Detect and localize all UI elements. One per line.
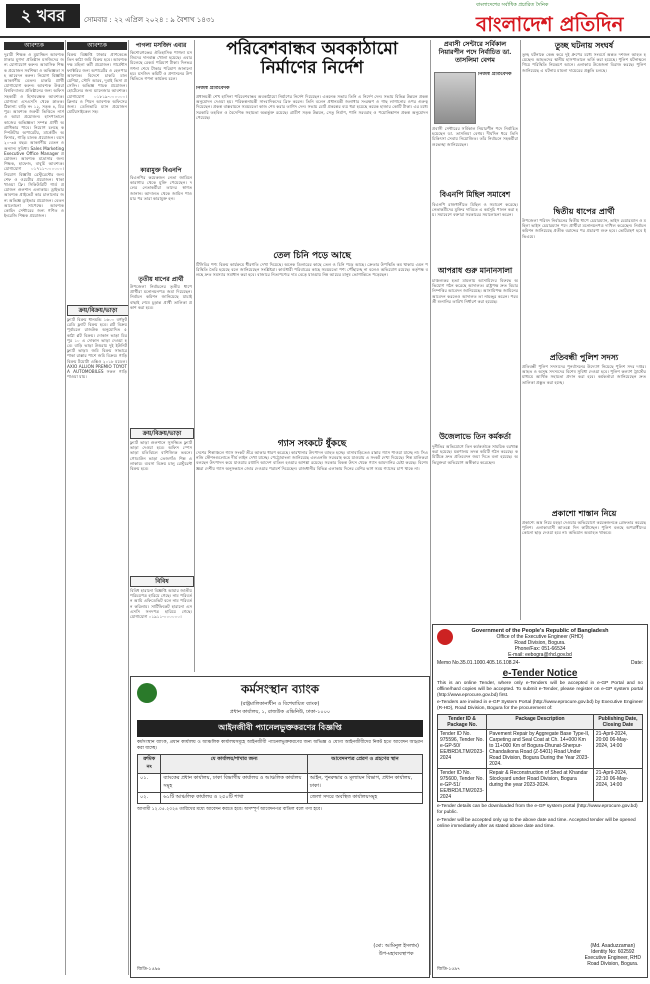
- logo-tagline: বাংলাদেশের সর্বাধিক প্রচারিত দৈনিক: [476, 2, 549, 8]
- article-oil-body: টিসিবির পণ্য বিক্রয় কার্যক্রমে ধীরগতি দেখা দিয়েছে। অনেক ডিলারের কাছে তেল ও চিনি পড়ে আছে। ক্রেতার উপস্থিতি কম থাকায় এমন পরিস্থিতি তৈরি হয়েছে বলে জানিয়েছেন সংশ্লিষ্টরা। কার্ডধারী পরিবারের কাছে সময়মতো পণ্য পৌঁছাচ্ছে না বলেও অভিযোগ রয়েছে। কর্তৃপক্ষ বলছে দ্রুত সমস্যার সমাধান করা হবে। বাজারে নিত্যপণ্যের দাম বেড়ে যাওয়ায় নিম্ন আয়ের মানুষ ভোগান্তিতে পড়েছেন।: [196, 262, 428, 278]
- bank-address: প্রধান কার্যালয়, ১, রাজউক এভিনিউ, ঢাকা-১০০০: [229, 709, 331, 715]
- main-headline: পরিবেশবান্ধব অবকাঠামো নির্মাণের নির্দেশ: [226, 39, 398, 78]
- tender-phone: Phone/Fax: 051-66534: [514, 646, 566, 652]
- right-article-3-headline: প্রতিবন্ধী পুলিশ সদস্য: [549, 352, 619, 362]
- profile-byline: নিজস্ব প্রতিবেদক: [478, 72, 512, 77]
- article-officials-headline: উজেলাভে তিন কর্মকর্তা: [439, 432, 511, 441]
- issue-date: সোমবার : ২২ এপ্রিল ২০২৪ : ৯ বৈশাখ ১৪৩১: [84, 16, 215, 24]
- table-row: ০২. ৬১টি আঞ্চলিক কার্যালয় ও ২৫০টি শাখা জেলা সদরে অবস্থিত কার্যালয়সমূহ: [138, 793, 423, 804]
- tender-gov: Government of the People's Republic of Bangladesh: [471, 628, 609, 634]
- profile-headline: প্রবাসী সেন্টারে সর্বিকাল নিয়ারপীন পদে নির্বাচিত ডা. তাসলিমা বেগম: [438, 40, 512, 64]
- tender-ref: জিডি-১৫৯৭: [437, 966, 461, 971]
- bank-table: [137, 754, 423, 804]
- tender-note-2: e-Tender will be accepted only up to the above date and time. Accepted tender will be opened online immediately after as stated above date and time.: [437, 818, 636, 829]
- tender-division: Road Division, Bogura.: [514, 640, 566, 646]
- table-row: Tender ID No. 975600, Tender No. e-GP-51/ EE/BRD/LTM/2023-2024 Repair & Reconstruction of Shed at Khandar Stockyard under Road Division, Bogura during the year 2023-2024. 21-April-2024, 22:10 06-May-2024, 14:00: [438, 769, 643, 802]
- bank-title: কর্মসংস্থান ব্যাংক: [240, 682, 320, 696]
- misc-column: বিবিধ হারানো বিজ্ঞপ্তি আমার জাতীয় পরিচয়পত্র হারিয়ে গেছে। নাম পরিবর্তন আমি এফিডেভিট বলে নাম পরিবর্তন করিলাম। সার্টিফিকেট হারানো এসএসসি সনদপত্র হারিয়ে গেছে। যোগাযোগ ০১৯১১-০০০০০০।: [130, 588, 192, 620]
- column-divider: [430, 40, 431, 975]
- tender-body: This is an online Tender, where only e-Tenders will be accepted in e-GP Portal and no offline/hard copies will be accepted. To submit e-Tender, please register on e-GP system portal (http://www.eprocure.gov.bd) first.: [437, 681, 643, 698]
- bank-notice-title: আইনজীবী প্যানেলভুক্তকরণের বিজ্ঞপ্তি: [137, 720, 423, 737]
- page-header: [0, 0, 650, 38]
- main-byline: নিজস্ব প্রতিবেদক: [196, 86, 230, 91]
- right-article-1-headline: তুচ্ছ ঘটনায় সংঘর্ষ: [554, 40, 614, 50]
- newspaper-logo: বাংলাদেশ প্রতিদিন: [476, 12, 624, 36]
- article-mosque-title: পাগলা মসজিদ এবার: [135, 42, 187, 49]
- tender-notice: [432, 624, 648, 978]
- tender-email: E-mail: eebogra@rhd.gov.bd: [508, 652, 572, 658]
- bank-ref: জিডি-১৫৯৬: [137, 967, 161, 972]
- article-court-headline: আপরাধ গুরু মানানসালা: [437, 266, 513, 275]
- bank-signature: (মো: আমিনুল ইসলাম) উপ-মহাব্যবস্থাপক: [373, 943, 419, 957]
- bank-intro: কর্মসংস্থান ব্যাংক, প্রধান কার্যালয় ও আঞ্চলিক কার্যালয়সমূহে আইনজীবী প্যানেলভুক্তকরণের জন্য অভিজ্ঞ ও যোগ্য আইনজীবীদের নিকট হতে আবেদন আহ্বান করা যাচ্ছে।: [137, 740, 423, 751]
- bank-subtitle: (রাষ্ট্রমালিকানাধীন ও বিশেষায়িত ব্যাংক): [240, 701, 320, 707]
- page-number: ২ খবর: [6, 4, 80, 28]
- classified-heading-2: আবশ্যক: [67, 42, 127, 50]
- column-divider: [128, 40, 129, 975]
- classified-column-1: দুরারী শিক্ষক ও মুয়াজ্জিন আবশ্যক ঢাকার মুগদা প্রতিষ্ঠান মসজিদের জন্য যোগাযোগ করুন। আবাসিক শিক্ষক প্রয়োজন সর্বশিক্ষা ও অভিজ্ঞতা সহ আবেদন করুন। নিয়োগ বিজ্ঞপ্তি আকর্ষণীয় বেতন। চাকরি প্রার্থী যোগাযোগ করুন। আবশ্যক উত্তরা বিশ্ববিদ্যালয় প্রতিষ্ঠানের জন্য অফিস সহকারী ও হিসাবরক্ষক আবশ্যক। যোগ্যতা এসএসসি থেকে স্নাতক। ঠিকানা: বাড়ি নং ১২, সড়ক ৪, মিরপুর। আবশ্যক জরুরী ভিত্তিতে নার্স ও আয়া প্রয়োজন। হাসপাতালে কাজের অভিজ্ঞতা সম্পন্ন প্রার্থী অগ্রাধিকার পাবে। নিয়োগ চলছে কম্পিউটার অপারেটর, মার্কেটিং অফিসার, গাড়ি চালক প্রয়োজন। বয়স ২০-৩৫ বছর। আকর্ষণীয় বেতন ও অন্যান্য সুবিধা। Sales Marketing Executive Office Manager প্রয়োজন। আবশ্যক মাদ্রাসার জন্য শিক্ষক, হাফেজ, বাবুর্চি আবশ্যক। যোগাযোগ ০১৭১১-০০০০০০। নিয়োগ বিজ্ঞপ্তি রেস্টুরেন্টের জন্য শেফ ও ওয়েটার প্রয়োজন। থাকা খাওয়া ফ্রি। সিকিউরিটি গার্ড প্রয়োজন গুলশান এলাকায়। ড্রাইভার আবশ্যক প্রাইভেট কার চালানোর জন্য অভিজ্ঞ ড্রাইভার প্রয়োজন। বেতন আলোচনা সাপেক্ষে। আবশ্যক কোচিং সেন্টারের জন্য গণিত ও ইংরেজি শিক্ষক প্রয়োজন।: [4, 52, 64, 219]
- article-third-phase-title: তৃতীয় ধাপের প্রার্থী: [138, 276, 184, 283]
- column-divider: [520, 40, 521, 620]
- column-divider: [65, 40, 66, 975]
- bank-table-header: ক্রমিক নং যে কার্যালয়/শাখার জন্য আবেদনপত্র প্রেরণ ও গ্রহণের স্থান: [138, 755, 423, 774]
- sale-heading-2: ক্রয়/বিক্রয়/ভাড়া: [130, 428, 194, 439]
- article-gas-headline: গ্যাস সংকটে ধুঁকছে: [277, 439, 347, 449]
- classified-column-2: বিক্রয় বিজ্ঞপ্তি ঢাকার প্রাণকেন্দ্রে তিন কাঠা জমি বিক্রয় হবে। আবশ্যক দক্ষ মহিলা কর্মী প্রয়োজন। গার্মেন্টস ফ্যাক্টরির জন্য অপারেটর ও হেলপার আবশ্যক। বিদেশে চাকরি মালয়েশিয়া, সৌদি আরব, দুবাই ভিসা প্রসেসিং। অভিজ্ঞ পাচক প্রয়োজন। হোটেলের জন্য ম্যানেজার আবশ্যক। যোগাযোগ ০১৮১৯-০০০০০০। ক্লিনার ও পিয়ন আবশ্যক অফিসের জন্য। ডেলিভারি ম্যান প্রয়োজন মোটরসাইকেল সহ।: [67, 52, 127, 115]
- bank-logo-icon: [137, 683, 157, 703]
- right-article-4-body: প্রকাশ্যে অস্ত্র নিয়ে মহড়া দেওয়ার অভিযোগে কয়েকজনকে গ্রেফতার করেছে পুলিশ। এলাকাবাসী আতঙ্কে দিন কাটাচ্ছেন। পুলিশ বলছে অপরাধীদের কোনো ছাড় দেওয়া হবে না। অভিযান অব্যাহত থাকবে।: [522, 520, 646, 536]
- profile-photo: [434, 72, 476, 124]
- tender-table-header: Tender ID & Package No. Package Description Publishing Date, Closing Date: [438, 715, 643, 730]
- gov-seal-icon: [437, 629, 453, 645]
- tender-note-1: e-Tender details can be downloaded from the e-GP system portal (http://www.eprocure.gov.bd) for public.: [437, 804, 638, 815]
- classified-heading-1: আবশ্যক: [4, 42, 64, 50]
- article-gas-body: দেশের শিল্পাঞ্চলে গ্যাস সংকট তীব্র আকার ধারণ করেছে। কারখানার উৎপাদন ব্যাহত হচ্ছে। বাসাবাড়িতেও রান্নার গ্যাস পাওয়া যাচ্ছে না। সিএনজি স্টেশনগুলোতে দীর্ঘ লাইন দেখা যাচ্ছে। পেট্রোবাংলা জানিয়েছে এলএনজি সরবরাহ কমে যাওয়ায় এ সংকট দেখা দিয়েছে। শিল্প মালিকরা বলছেন উৎপাদন কমে যাওয়ায় রপ্তানি আদেশ বাতিল হওয়ার আশঙ্কা রয়েছে। সরকার বিকল্প উৎস থেকে গ্যাস আমদানির চেষ্টা করছে। বিশেষজ্ঞরা দেশীয় গ্যাস অনুসন্ধানে জোর দেওয়ার পরামর্শ দিয়েছেন। রাজধানীর বিভিন্ন এলাকায় দিনের বেশির ভাগ সময় গ্যাসের চাপ থাকে না।: [196, 450, 428, 471]
- tender-memo: Memo No.35.01.1000.405.16.108.24-: [437, 660, 521, 666]
- main-body: প্রধানমন্ত্রী শেখ হাসিনা পরিবেশবান্ধব অবকাঠামো নির্মাণের নির্দেশ দিয়েছেন। একনেক সভায় তিনি এ নির্দেশ দেন। সভায় বিভিন্ন উন্নয়ন প্রকল্প অনুমোদন দেওয়া হয়। পরিকল্পনামন্ত্রী সাংবাদিকদের ব্রিফ করেন। তিনি বলেন প্রধানমন্ত্রী জলাধার সংরক্ষণ ও গাছ লাগানোর ওপর গুরুত্ব দিয়েছেন। প্রকল্প বাস্তবায়নে সময়মতো কাজ শেষ করার তাগিদ দেন। সভায় মোট প্রকল্পের ব্যয় ধরা হয়েছে কয়েক হাজার কোটি টাকা। এর মধ্যে সরকারি তহবিল ও বৈদেশিক সহায়তা অন্তর্ভুক্ত রয়েছে। গ্রামীণ সড়ক উন্নয়ন, সেতু নির্মাণ, পানি সরবরাহ ও পয়োনিষ্কাশন প্রকল্প অনুমোদন পেয়েছে।: [196, 94, 428, 120]
- tender-table: [437, 714, 643, 802]
- sale-heading: ক্রয়/বিক্রয়/ভাড়া: [67, 305, 129, 316]
- right-article-2-headline: দ্বিতীয় ধাপের প্রার্থী: [553, 206, 615, 216]
- table-row: ০১. ব্যাংকের প্রধান কার্যালয়, ঢাকা বিভাগীয় কার্যালয় ও আঞ্চলিক কার্যালয় সমূহ আইন, পুনরুদ্ধার ও মূল্যায়ন বিভাগ, প্রধান কার্যালয়, ঢাকা।: [138, 774, 423, 793]
- article-bnp-body: বিএনপি রাজধানীতে মিছিল ও সমাবেশ করেছে। নেতাকর্মীদের মুক্তির দাবিতে এ কর্মসূচি পালন করা হয়। সমাবেশে বক্তারা সরকারের সমালোচনা করেন।: [432, 202, 518, 218]
- article-bnp-headline: বিএনপি মিছিল সমাবেশ: [439, 190, 511, 199]
- tender-office: Office of the Executive Engineer (RHD): [496, 634, 584, 640]
- sale-column-2: ফ্ল্যাট ভাড়া গুলশানে সুসজ্জিত ফ্ল্যাট ভাড়া দেওয়া হবে। অফিস স্পেস ভাড়া মতিঝিলে বাণিজ্যিক ভবনে। গোডাউন ভাড়া তেজগাঁও শিল্প এলাকায়। ব্যবসা বিক্রয় চালু রেস্টুরেন্ট বিক্রয় হবে।: [130, 440, 192, 472]
- article-oil-headline: তেল চিনি পড়ে আছে: [273, 251, 351, 261]
- right-article-3-body: প্রতিবন্ধী পুলিশ সদস্যদের পুনর্বাসনের উদ্যোগ নিয়েছে পুলিশ সদর দপ্তর। আহত ও অসুস্থ সদস্যদের বিশেষ সুবিধা দেওয়া হবে। পুলিশ কল্যাণ ট্রাস্টের মাধ্যমে আর্থিক সহায়তা প্রদান করা হবে। কর্মকর্তারা জানিয়েছেন দ্রুত তালিকা প্রস্তুত করা হচ্ছে।: [522, 364, 646, 385]
- tender-title: e-Tender Notice: [502, 668, 578, 679]
- tender-date-label: Date:: [631, 660, 643, 666]
- table-row: Tender ID No. 975596, Tender No. e-GP-50/ EE/BRD/LTM/2023-2024 Pavement Repair by Aggregate Base Type-II, Carpeting and Seal Coat at Ch. 14+000 Km to 11+000 Km of Bogura-Dhunat-Sherpur-Chandaikona Road (Z-5401) Road Under Road Division, Bogura During the Year 2023-2024. 21-April-2024, 20:00 06-May-2024, 14:00: [438, 730, 643, 769]
- right-article-4-headline: প্রকাশো শাস্তান নিয়ে: [551, 508, 617, 518]
- article-mosque-body: কিশোরগঞ্জের ঐতিহাসিক পাগলা মসজিদের দানবাক্স খোলা হয়েছে। এবার মিলেছে রেকর্ড পরিমাণ টাকা। দিনভর গণনা শেষে টাকার পরিমাণ জানানো হয়। মসজিদ কমিটি ও প্রশাসনের উপস্থিতিতে গণনা কার্যক্রম চলে।: [130, 50, 192, 82]
- tender-signature: (Md. Asaduzzaman) Identity No: 602592 Executive Engineer, RHD Road Division, Bogura.: [584, 943, 641, 967]
- profile-body: প্রবাসী সেন্টারের সর্বিকাল নিয়ারপীন পদে নির্বাচিত হয়েছেন ডা. তাসলিমা বেগম। দীর্ঘদিন ধরে তিনি চিকিৎসা সেবায় নিয়োজিত। তাঁর নির্বাচনে সহকর্মীরা শুভেচ্ছা জানিয়েছেন।: [432, 126, 518, 147]
- article-third-phase-body: উপজেলা নির্বাচনের তৃতীয় ধাপে প্রার্থীরা মনোনয়নপত্র জমা দিয়েছেন। নির্বাচন কমিশন জানিয়েছে যাচাই বাছাই শেষে চূড়ান্ত প্রার্থী তালিকা প্রকাশ করা হবে।: [130, 284, 192, 310]
- misc-heading: বিবিধ: [130, 576, 194, 587]
- bank-advertisement: [130, 676, 430, 978]
- article-bnp-release-title: কারামুক্ত বিএনপি: [140, 167, 182, 174]
- bank-footer: আগামী ১২.০৫.২০২৪ তারিখের মধ্যে আবেদন করতে হবে। অসম্পূর্ণ আবেদনপত্র বাতিল বলে গণ্য হবে।: [137, 807, 322, 812]
- article-bnp-release-body: বিএনপির কয়েকজন নেতা জামিনে কারাগার থেকে মুক্তি পেয়েছেন। দলের নেতাকর্মীরা তাদের স্বাগত জানান। আদালত থেকে জামিন পাওয়ার পর তারা কারামুক্ত হন।: [130, 175, 192, 201]
- column-divider: [194, 40, 195, 672]
- article-court-body: চাঞ্চল্যকর হত্যা মামলায় আসামিদের বিরুদ্ধে অভিযোগ গঠন করেছে আদালত। রাষ্ট্রপক্ষ দ্রুত বিচার নিষ্পত্তির আবেদন জানিয়েছে। আসামিপক্ষ জামিনের আবেদন করলেও আদালত তা নামঞ্জুর করেন। পরবর্তী শুনানির তারিখ নির্ধারণ করা হয়েছে।: [432, 278, 518, 304]
- tender-body-2: e-Tenders are invited in e-GP System Portal (http://www.eprocure.gov.bd) by Executive Engineer (R-HD), Road Division, Bogura for the procurement of:: [437, 700, 643, 711]
- sale-column: ফ্ল্যাট বিক্রয় ধানমন্ডি ১৬০০ বর্গফুট রেডি ফ্ল্যাট বিক্রয় হবে। প্লট বিক্রয় পূর্বাচলে রাজউক অনুমোদিত ৫ কাঠা প্লট বিক্রয়। দোকান ভাড়া মিরপুর ১০ এ দোকান ভাড়া দেওয়া হবে। বাড়ি ভাড়া উত্তরায় দুই ইউনিট ফ্ল্যাট ভাড়া। জমি বিক্রয় সাভারে পাকা রাস্তার পাশে জমি বিক্রয়। গাড়ি বিক্রয় টয়োটা এক্সিও ২০১৮ মডেল। AXIO ALLION PREMIO TOYOTA AUTOMOBILES সকল গাড়ি পাওয়া যায়।: [67, 317, 127, 380]
- article-officials-body: দুর্নীতির অভিযোগে তিন কর্মকর্তাকে সাময়িক বরখাস্ত করা হয়েছে। মন্ত্রণালয় তদন্ত কমিটি গঠন করেছে। কমিটিকে দ্রুত প্রতিবেদন জমা দিতে বলা হয়েছে। অভিযুক্তরা অভিযোগ অস্বীকার করেছেন।: [432, 444, 518, 465]
- right-article-2-body: উপজেলা পরিষদ নির্বাচনের দ্বিতীয় ধাপে চেয়ারম্যান, ভাইস চেয়ারম্যান ও মহিলা ভাইস চেয়ারম্যান পদে প্রার্থীরা মনোনয়নপত্র দাখিল করেছেন। নির্বাচন কমিশন জানিয়েছে প্রতীক বরাদ্দের পর প্রচারণা শুরু হবে। ভোটগ্রহণ হবে ইভিএমে।: [522, 218, 646, 239]
- right-article-1-body: তুচ্ছ ঘটনাকে কেন্দ্র করে দুই গ্রুপের মধ্যে সংঘর্ষে অন্তত দশজন আহত হয়েছেন। আহতদের স্থানীয় হাসপাতালে ভর্তি করা হয়েছে। পুলিশ ঘটনাস্থলে গিয়ে পরিস্থিতি নিয়ন্ত্রণে আনে। এলাকায় উত্তেজনা বিরাজ করছে। পুলিশ জানিয়েছে এ ঘটনায় মামলা দায়েরের প্রস্তুতি চলছে।: [522, 52, 646, 73]
